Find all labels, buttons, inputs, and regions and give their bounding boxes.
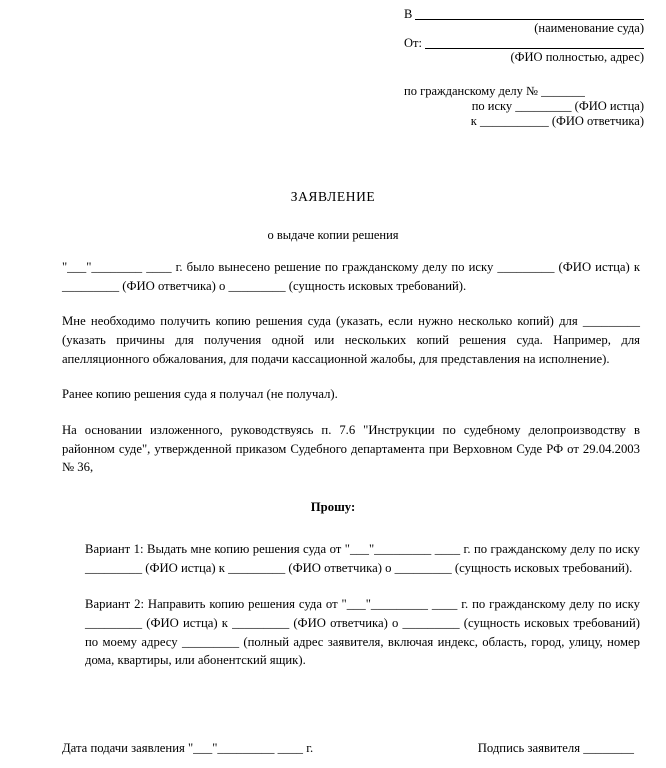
case-number-line: по гражданскому делу № _______ bbox=[404, 83, 585, 98]
paragraph-reason: Мне необходимо получить копию решения суда (указать, если нужно несколько копий) для _________ (указать причины для получения одной или нескольких копий решения суда. Например, для апелляционного обжалования, для подачи кассационной жалобы, для представления на исполнение). bbox=[62, 314, 640, 366]
from-label: От: bbox=[404, 35, 422, 50]
court-name-row bbox=[404, 6, 644, 20]
paragraph-previous-copy: Ранее копию решения суда я получал (не получал). bbox=[62, 387, 338, 402]
court-label: В bbox=[404, 6, 413, 21]
paragraph-decision-date: "___"________ ____ г. было вынесено решение по гражданскому делу по иску _________ (ФИО истца) к _________ (ФИО ответчика) о _________ (сущность исковых требований). bbox=[62, 260, 640, 293]
applicant-caption: (ФИО полностью, адрес) bbox=[510, 50, 644, 65]
document-body bbox=[62, 258, 640, 494]
applicant-row bbox=[404, 35, 644, 49]
submission-date-line[interactable]: Дата подачи заявления "___"_________ ____ г. bbox=[62, 741, 314, 755]
header-spacer bbox=[404, 65, 644, 84]
case-reference-block bbox=[404, 84, 644, 130]
document-subtitle: о выдаче копии решения bbox=[267, 228, 399, 242]
request-variants bbox=[85, 540, 640, 688]
document-title: ЗАЯВЛЕНИЕ bbox=[290, 189, 376, 204]
defendant-line: к ___________ (ФИО ответчика) bbox=[470, 114, 644, 129]
court-name-caption: (наименование суда) bbox=[534, 21, 644, 35]
document-footer bbox=[62, 741, 640, 756]
addressee-header bbox=[404, 6, 644, 130]
paragraph-legal-basis: На основании изложенного, руководствуясь п. 7.6 "Инструкции по судебному делопроизводству в районном суде", утвержденной приказом Судебного департамента при Верховном Суде РФ от 29.04.2003 № 36, bbox=[62, 423, 640, 475]
variant-2: Вариант 2: Направить копию решения суда от "___"_________ ____ г. по гражданскому делу по иску _________ (ФИО истца) к _________ (ФИО ответчика) о _________ (сущность исковых требований) по моему адресу _________ (полный адрес заявителя, включая индекс, область, город, улицу, номер дома, квартиры, или абонентский ящик). bbox=[85, 597, 640, 668]
applicant-signature-line[interactable]: Подпись заявителя ________ bbox=[477, 741, 634, 755]
applicant-name-blank[interactable] bbox=[425, 35, 644, 49]
request-heading: Прошу: bbox=[310, 500, 356, 514]
variant-1: Вариант 1: Выдать мне копию решения суда от "___"_________ ____ г. по гражданскому делу по иску _________ (ФИО истца) к _________ (ФИО ответчика) о _________ (сущность исковых требований). bbox=[85, 542, 640, 575]
plaintiff-line: по иску _________ (ФИО истца) bbox=[471, 99, 644, 113]
court-name-blank[interactable] bbox=[415, 6, 644, 20]
